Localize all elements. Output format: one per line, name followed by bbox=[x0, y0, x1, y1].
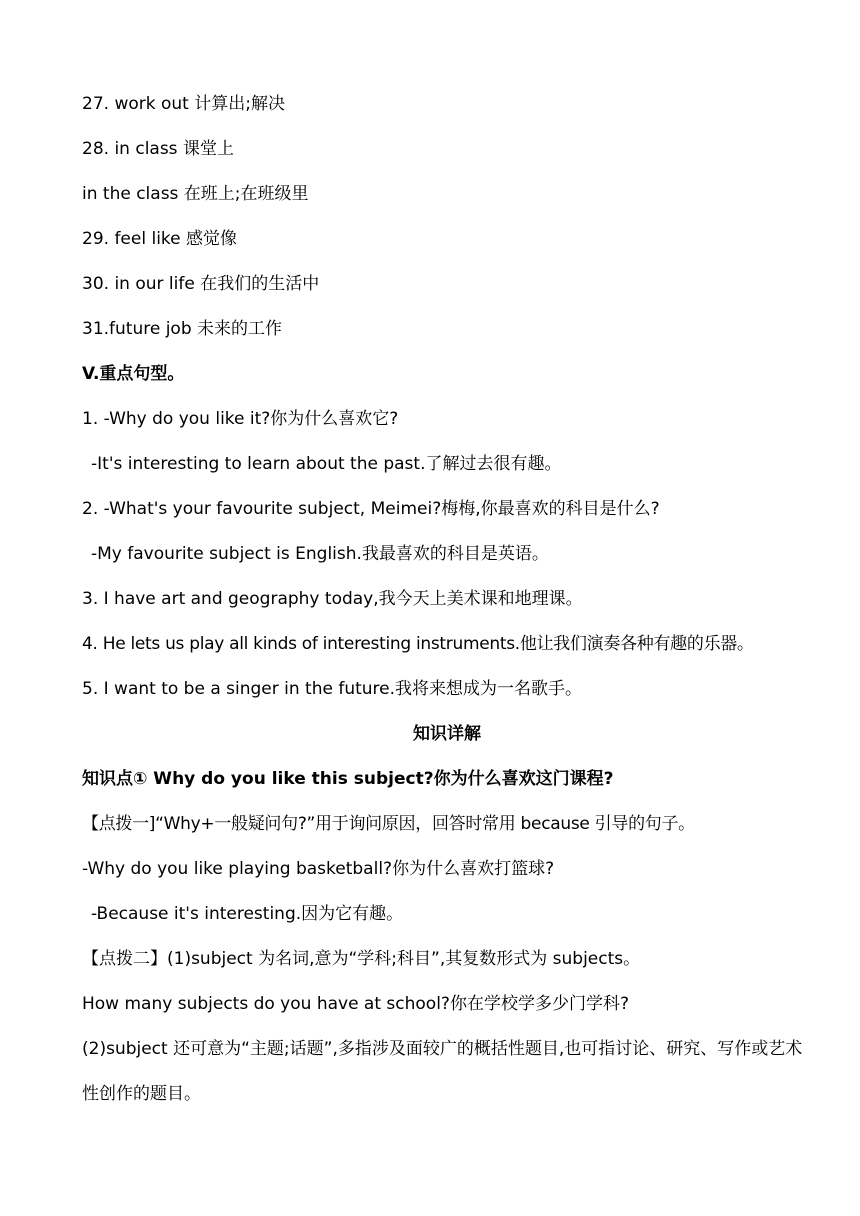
example-1-answer: -Because it's interesting.因为它有趣。 bbox=[91, 904, 404, 924]
phrase-in-the-class: in the class 在班上;在班级里 bbox=[82, 184, 309, 204]
document-page bbox=[82, 82, 812, 1117]
phrase-29: 29. feel like 感觉像 bbox=[82, 229, 238, 249]
knowledge-point-1-heading: 知识点① Why do you like this subject?你为什么喜欢这门课程? bbox=[82, 769, 614, 789]
sentence-2-answer: -My favourite subject is English.我最喜欢的科目是英语。 bbox=[91, 544, 549, 564]
phrase-31: 31.future job 未来的工作 bbox=[82, 319, 283, 339]
phrase-30: 30. in our life 在我们的生活中 bbox=[82, 274, 320, 294]
phrase-27: 27. work out 计算出;解决 bbox=[82, 94, 285, 114]
sentence-3: 3. I have art and geography today,我今天上美术课和地理课。 bbox=[82, 589, 583, 609]
example-1-question: -Why do you like playing basketball?你为什么喜欢打篮球? bbox=[82, 859, 555, 879]
sentence-1-answer: -It's interesting to learn about the past.了解过去很有趣。 bbox=[91, 454, 562, 474]
sentence-4: 4. He lets us play all kinds of interesting instruments.他让我们演奏各种有趣的乐器。 bbox=[82, 634, 754, 654]
sentence-1-question: 1. -Why do you like it?你为什么喜欢它? bbox=[82, 409, 399, 429]
sentence-2-question: 2. -What's your favourite subject, Meimei?梅梅,你最喜欢的科目是什么? bbox=[82, 499, 660, 519]
phrase-28: 28. in class 课堂上 bbox=[82, 139, 234, 159]
knowledge-title: 知识详解 bbox=[413, 724, 481, 744]
tip-1: 【点拨一]“Why+一般疑问句?”用于询问原因，回答时常用 because 引导的句子。 bbox=[82, 814, 695, 834]
tip-2: 【点拨二】(1)subject 为名词,意为“学科;科目”,其复数形式为 subjects。 bbox=[82, 949, 641, 969]
sentence-5: 5. I want to be a singer in the future.我将来想成为一名歌手。 bbox=[82, 679, 583, 699]
section-v-heading: V.重点句型。 bbox=[82, 364, 185, 384]
tip-2-part-2: (2)subject 还可意为“主题;话题”,多指涉及面较广的概括性题目,也可指讨论、研究、写作或艺术性创作的题目。 bbox=[82, 1039, 803, 1104]
example-2: How many subjects do you have at school?你在学校学多少门学科? bbox=[82, 994, 629, 1014]
